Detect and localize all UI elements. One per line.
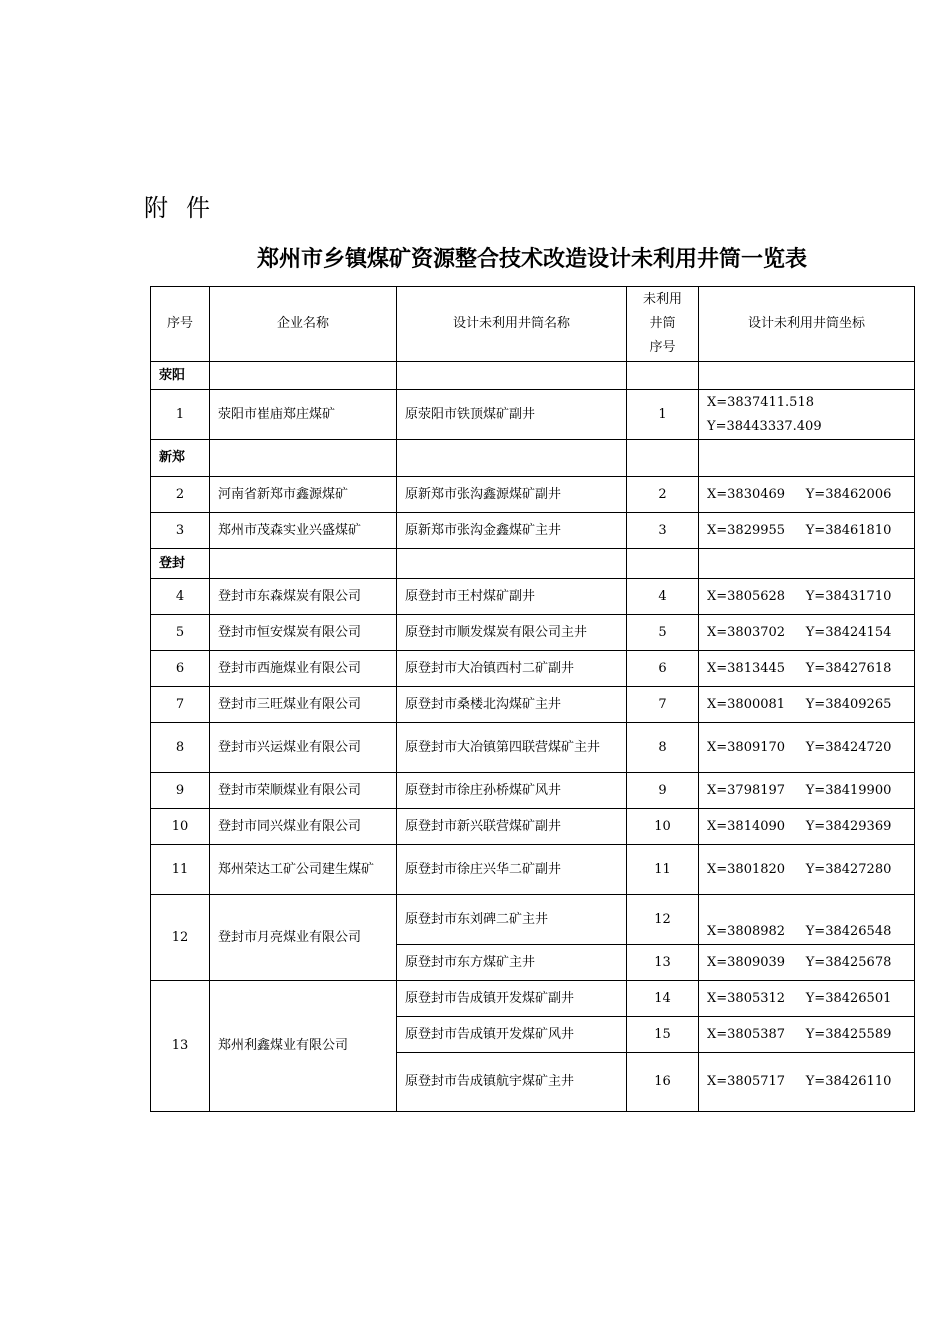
shaft-number-cell: 11 xyxy=(627,845,699,895)
coords-cell xyxy=(699,513,915,549)
coord-pair xyxy=(707,862,891,877)
coords-cell xyxy=(699,981,915,1017)
shaft-number-cell: 14 xyxy=(627,981,699,1017)
empty-cell xyxy=(397,362,627,390)
header-seq: 序号 xyxy=(151,287,210,362)
coord-y: Y=38462006 xyxy=(805,486,892,502)
coord-x: X=3800081 xyxy=(707,696,786,712)
seq-cell: 3 xyxy=(151,513,210,549)
coord-y: Y=38425589 xyxy=(805,1026,892,1042)
empty-cell xyxy=(699,549,915,579)
coord-y: Y=38426548 xyxy=(805,924,892,939)
shaft-number-cell: 3 xyxy=(627,513,699,549)
coords-cell xyxy=(699,945,915,981)
coord-x: X=3830469 xyxy=(707,486,786,502)
coord-pair xyxy=(707,740,891,755)
shaft-name-cell: 原登封市桑楼北沟煤矿主井 xyxy=(397,687,627,723)
coord-x: X=3798197 xyxy=(707,782,786,798)
shaft-name-cell: 原登封市徐庄孙桥煤矿风井 xyxy=(397,773,627,809)
company-cell: 登封市东森煤炭有限公司 xyxy=(210,579,397,615)
header-shaft-seq-line3: 序号 xyxy=(649,340,676,355)
shaft-name-cell: 原登封市王村煤矿副井 xyxy=(397,579,627,615)
coords-cell xyxy=(699,615,915,651)
table-row xyxy=(151,477,915,513)
company-cell: 郑州荣达工矿公司建生煤矿 xyxy=(210,845,397,895)
shaft-number-cell: 13 xyxy=(627,945,699,981)
shaft-name-cell: 原登封市东方煤矿主井 xyxy=(397,945,627,981)
coord-y: Y=38426110 xyxy=(805,1074,892,1089)
shaft-number-cell: 4 xyxy=(627,579,699,615)
coord-y: Y=38409265 xyxy=(805,696,892,712)
coord-x: X=3805717 xyxy=(707,1074,786,1089)
shaft-number-cell: 8 xyxy=(627,723,699,773)
coord-gap xyxy=(785,862,806,877)
coord-x: X=3801820 xyxy=(707,861,786,877)
shaft-name-cell: 原登封市东刘碑二矿主井 xyxy=(397,895,627,945)
company-cell: 登封市兴运煤业有限公司 xyxy=(210,723,397,773)
header-company: 企业名称 xyxy=(210,287,397,362)
coord-x: X=3814090 xyxy=(707,818,786,834)
empty-cell xyxy=(627,549,699,579)
attachment-heading: 附件 xyxy=(144,194,228,222)
seq-cell: 8 xyxy=(151,723,210,773)
seq-cell: 7 xyxy=(151,687,210,723)
coords-cell xyxy=(699,895,915,945)
table-row xyxy=(151,723,915,773)
coord-pair xyxy=(707,1074,891,1089)
section-label: 新郑 xyxy=(151,440,210,477)
seq-cell: 6 xyxy=(151,651,210,687)
empty-cell xyxy=(699,362,915,390)
table-row xyxy=(151,579,915,615)
coord-pair xyxy=(707,924,891,939)
company-cell: 登封市三旺煤业有限公司 xyxy=(210,687,397,723)
coord-pair xyxy=(707,589,891,604)
header-shaft-seq-line2: 井筒 xyxy=(649,316,676,331)
shaft-name-cell: 原登封市大冶镇第四联营煤矿主井 xyxy=(397,723,627,773)
coords-cell xyxy=(699,651,915,687)
company-cell: 登封市恒安煤炭有限公司 xyxy=(210,615,397,651)
company-cell: 登封市荣顺煤业有限公司 xyxy=(210,773,397,809)
seq-cell: 1 xyxy=(151,390,210,440)
coord-y: Y=38419900 xyxy=(805,782,892,798)
shaft-name-cell: 原荥阳市铁顶煤矿副井 xyxy=(397,390,627,440)
header-row xyxy=(151,287,915,362)
company-cell: 郑州市茂森实业兴盛煤矿 xyxy=(210,513,397,549)
empty-cell xyxy=(627,440,699,477)
section-label: 登封 xyxy=(151,549,210,579)
coord-y: Y=38427280 xyxy=(805,861,892,877)
coord-y: Y=38443337.409 xyxy=(707,418,822,434)
coord-gap xyxy=(785,697,806,712)
empty-cell xyxy=(210,549,397,579)
seq-cell: 9 xyxy=(151,773,210,809)
table-row xyxy=(151,981,915,1017)
shaft-table xyxy=(150,286,915,1112)
coord-gap xyxy=(785,523,806,538)
shaft-number-cell: 1 xyxy=(627,390,699,440)
seq-cell: 10 xyxy=(151,809,210,845)
coord-gap xyxy=(785,487,806,502)
empty-cell xyxy=(210,440,397,477)
section-row xyxy=(151,362,915,390)
coord-pair xyxy=(707,523,891,538)
table-row xyxy=(151,687,915,723)
coord-x: X=3813445 xyxy=(707,660,786,676)
coord-gap xyxy=(785,924,806,939)
shaft-name-cell: 原登封市顺发煤炭有限公司主井 xyxy=(397,615,627,651)
coord-gap xyxy=(785,589,806,604)
coord-pair xyxy=(707,1027,891,1042)
company-cell: 河南省新郑市鑫源煤矿 xyxy=(210,477,397,513)
table-row xyxy=(151,845,915,895)
coord-y: Y=38424154 xyxy=(805,624,892,640)
coord-gap xyxy=(785,1027,806,1042)
table-row xyxy=(151,895,915,945)
coord-gap xyxy=(785,783,806,798)
table-row xyxy=(151,615,915,651)
coord-gap xyxy=(785,819,806,834)
company-cell: 登封市西施煤业有限公司 xyxy=(210,651,397,687)
section-row xyxy=(151,549,915,579)
header-shaft-seq xyxy=(627,287,699,362)
company-cell: 郑州利鑫煤业有限公司 xyxy=(210,981,397,1112)
table-row xyxy=(151,773,915,809)
shaft-number-cell: 12 xyxy=(627,895,699,945)
seq-cell: 12 xyxy=(151,895,210,981)
coords-cell xyxy=(699,1017,915,1053)
seq-cell: 13 xyxy=(151,981,210,1112)
coord-x: X=3809170 xyxy=(707,739,786,755)
empty-cell xyxy=(397,440,627,477)
coords-cell xyxy=(699,809,915,845)
coord-pair xyxy=(707,487,891,502)
coord-y: Y=38425678 xyxy=(805,954,892,970)
header-shaft-seq-line1: 未利用 xyxy=(642,292,682,307)
shaft-name-cell: 原登封市新兴联营煤矿副井 xyxy=(397,809,627,845)
coord-y: Y=38431710 xyxy=(805,588,892,604)
table-row xyxy=(151,390,915,440)
empty-cell xyxy=(210,362,397,390)
coord-x: X=3808982 xyxy=(707,924,786,939)
shaft-number-cell: 10 xyxy=(627,809,699,845)
shaft-name-cell: 原登封市告成镇开发煤矿风井 xyxy=(397,1017,627,1053)
shaft-name-cell: 原登封市告成镇开发煤矿副井 xyxy=(397,981,627,1017)
table-row xyxy=(151,513,915,549)
shaft-number-cell: 2 xyxy=(627,477,699,513)
shaft-name-cell: 原新郑市张沟金鑫煤矿主井 xyxy=(397,513,627,549)
coords-cell xyxy=(699,773,915,809)
coords-cell xyxy=(699,723,915,773)
coord-pair xyxy=(707,625,891,640)
shaft-number-cell: 16 xyxy=(627,1053,699,1112)
coord-pair xyxy=(707,991,891,1006)
coord-gap xyxy=(785,661,806,676)
coord-y: Y=38424720 xyxy=(805,739,892,755)
coord-x: X=3803702 xyxy=(707,624,786,640)
empty-cell xyxy=(699,440,915,477)
seq-cell: 11 xyxy=(151,845,210,895)
empty-cell xyxy=(397,549,627,579)
header-shaft-name: 设计未利用井筒名称 xyxy=(397,287,627,362)
table-row xyxy=(151,809,915,845)
coords-cell xyxy=(699,579,915,615)
coord-y: Y=38426501 xyxy=(805,990,892,1006)
shaft-number-cell: 9 xyxy=(627,773,699,809)
shaft-name-cell: 原登封市告成镇航宇煤矿主井 xyxy=(397,1053,627,1112)
shaft-number-cell: 7 xyxy=(627,687,699,723)
shaft-number-cell: 15 xyxy=(627,1017,699,1053)
coord-y: Y=38429369 xyxy=(805,818,892,834)
table-row xyxy=(151,651,915,687)
coord-gap xyxy=(785,1074,806,1089)
page-title: 郑州市乡镇煤矿资源整合技术改造设计未利用井筒一览表 xyxy=(256,247,807,272)
seq-cell: 4 xyxy=(151,579,210,615)
coord-pair xyxy=(707,661,891,676)
coord-pair xyxy=(707,819,891,834)
shaft-name-cell: 原登封市大冶镇西村二矿副井 xyxy=(397,651,627,687)
coord-gap xyxy=(785,740,806,755)
coord-y: Y=38461810 xyxy=(805,522,892,538)
coord-gap xyxy=(785,955,806,970)
shaft-name-cell: 原新郑市张沟鑫源煤矿副井 xyxy=(397,477,627,513)
coord-x: X=3837411.518 xyxy=(707,394,814,410)
coord-gap xyxy=(785,991,806,1006)
coords-cell xyxy=(699,687,915,723)
coord-x: X=3809039 xyxy=(707,954,786,970)
coord-x: X=3805628 xyxy=(707,588,786,604)
coords-cell xyxy=(699,477,915,513)
seq-cell: 5 xyxy=(151,615,210,651)
coord-x: X=3805312 xyxy=(707,990,786,1006)
company-cell: 登封市同兴煤业有限公司 xyxy=(210,809,397,845)
coords-cell xyxy=(699,1053,915,1112)
coord-gap xyxy=(785,625,806,640)
coord-x: X=3805387 xyxy=(707,1026,786,1042)
coords-cell xyxy=(699,390,915,440)
section-label: 荥阳 xyxy=(151,362,210,390)
empty-cell xyxy=(627,362,699,390)
shaft-name-cell: 原登封市徐庄兴华二矿副井 xyxy=(397,845,627,895)
company-cell: 荥阳市崔庙郑庄煤矿 xyxy=(210,390,397,440)
company-cell: 登封市月亮煤业有限公司 xyxy=(210,895,397,981)
shaft-number-cell: 6 xyxy=(627,651,699,687)
shaft-number-cell: 5 xyxy=(627,615,699,651)
header-coords: 设计未利用井筒坐标 xyxy=(699,287,915,362)
coord-pair xyxy=(707,697,891,712)
section-row xyxy=(151,440,915,477)
coord-pair xyxy=(707,783,891,798)
coord-x: X=3829955 xyxy=(707,522,786,538)
seq-cell: 2 xyxy=(151,477,210,513)
coord-y: Y=38427618 xyxy=(805,660,892,676)
coord-pair xyxy=(707,955,891,970)
coords-cell xyxy=(699,845,915,895)
